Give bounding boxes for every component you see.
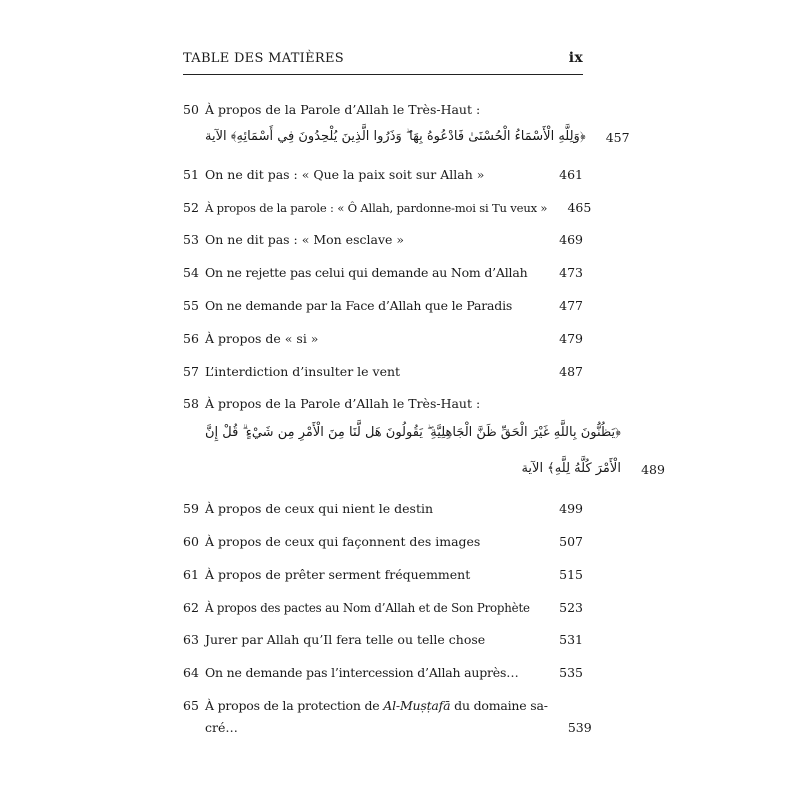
running-header xyxy=(183,50,583,75)
entry-arabic-verse-continued: الْأَمْرَ كُلَّهُ لِلَّهِ﴾ الآية xyxy=(521,461,621,477)
entry-title: On ne demande par la Face d’Allah que le Paradis xyxy=(205,297,513,313)
entry-title: On ne demande pas l’intercession d’Allah auprès… xyxy=(205,665,519,681)
entry-title: À propos de la Parole d’Allah le Très-Haut : xyxy=(205,396,481,412)
toc-entry xyxy=(183,295,583,317)
entry-number: 61 xyxy=(183,566,199,582)
entry-title: L’interdiction d’insulter le vent xyxy=(205,363,401,379)
toc-entry xyxy=(183,262,583,284)
toc-entry xyxy=(183,564,583,586)
entry-page: 523 xyxy=(559,599,583,615)
entry-title: On ne rejette pas celui qui demande au Nom d’Allah xyxy=(205,265,528,281)
entry-number: 62 xyxy=(183,599,199,615)
entry-number: 53 xyxy=(183,232,199,248)
entry-title: À propos des pactes au Nom d’Allah et de Son Prophète xyxy=(205,600,530,615)
toc-entry xyxy=(183,531,583,553)
entry-page: 465 xyxy=(567,199,592,215)
entry-title: On ne dit pas : « Mon esclave » xyxy=(205,232,405,248)
entry-title: À propos de « si » xyxy=(205,330,319,346)
entry-title-part: À propos de la protection de xyxy=(205,697,384,713)
entry-title: Jurer par Allah qu’Il fera telle ou telle chose xyxy=(205,632,486,648)
entry-number: 60 xyxy=(183,533,199,549)
entry-title-part: du domaine sa- xyxy=(450,697,548,713)
entry-title: À propos de ceux qui façonnent des images xyxy=(205,533,481,549)
entry-number: 56 xyxy=(183,330,199,346)
entry-number: 54 xyxy=(183,265,199,281)
entry-number: 51 xyxy=(183,166,199,182)
toc-entry xyxy=(183,229,583,251)
entry-number: 63 xyxy=(183,632,199,648)
toc-entry xyxy=(183,629,583,651)
toc-entry xyxy=(183,498,583,520)
entry-page: 531 xyxy=(559,632,583,648)
entry-page: 515 xyxy=(559,566,583,582)
toc-entry xyxy=(183,597,583,619)
entry-number: 52 xyxy=(183,199,199,215)
entry-page: 507 xyxy=(559,533,583,549)
entry-arabic-verse: ﴿يَظُنُّونَ بِاللَّهِ غَيْرَ الْحَقِّ ظَنَّ الْجَاهِلِيَّةِ ۖ يَقُولُونَ هَل لَّنَا مِنَ الْأَمْرِ مِن شَيْءٍ ۗ قُلْ إِنَّ xyxy=(205,425,621,441)
page-folio: ix xyxy=(568,50,583,66)
toc-entry xyxy=(183,164,583,186)
entry-page: 499 xyxy=(559,501,583,517)
entry-number: 59 xyxy=(183,501,199,517)
toc-entry xyxy=(183,99,630,153)
toc-page xyxy=(183,50,665,739)
toc-entry xyxy=(183,393,665,487)
entry-page: 461 xyxy=(559,166,583,182)
entry-number: 65 xyxy=(183,697,199,713)
entry-number: 64 xyxy=(183,665,199,681)
entry-title: À propos de la parole : « Ô Allah, pardonne-moi si Tu veux » xyxy=(205,200,548,215)
entry-title: À propos de la Parole d’Allah le Très-Haut : xyxy=(205,102,481,117)
toc-entries xyxy=(183,99,665,739)
entry-page: 469 xyxy=(559,232,583,248)
entry-number: 57 xyxy=(183,363,199,379)
running-header-title: TABLE DES MATIÈRES xyxy=(183,51,344,66)
entry-number: 58 xyxy=(183,396,199,412)
toc-entry xyxy=(183,361,583,383)
entry-page: 457 xyxy=(605,130,630,145)
entry-title-italic: Al-Muṣṭafā xyxy=(383,697,451,713)
entry-title: À propos de ceux qui nient le destin xyxy=(205,501,434,517)
entry-title xyxy=(205,695,548,717)
entry-arabic-verse: ﴿وَلِلَّهِ الْأَسْمَاءُ الْحُسْنَىٰ فَادْعُوهُ بِهَا ۖ وَذَرُوا الَّذِينَ يُلْحِدُونَ فِي أَسْمَائِهِ﴾ الآية xyxy=(205,129,586,144)
entry-page: 539 xyxy=(567,719,592,735)
entry-page: 487 xyxy=(559,363,583,379)
entry-number: 55 xyxy=(183,297,199,313)
entry-page: 477 xyxy=(559,297,583,313)
entry-page: 473 xyxy=(559,265,583,281)
toc-entry xyxy=(183,695,592,739)
entry-page: 479 xyxy=(559,330,583,346)
entry-title-continued: cré… xyxy=(205,719,238,735)
entry-page: 489 xyxy=(641,462,665,478)
entry-number: 50 xyxy=(183,102,199,117)
toc-entry xyxy=(183,197,592,219)
entry-title: On ne dit pas : « Que la paix soit sur Allah » xyxy=(205,166,485,182)
toc-entry xyxy=(183,662,583,684)
toc-entry xyxy=(183,328,583,350)
entry-title: À propos de prêter serment fréquemment xyxy=(205,566,471,582)
entry-page: 535 xyxy=(559,665,583,681)
